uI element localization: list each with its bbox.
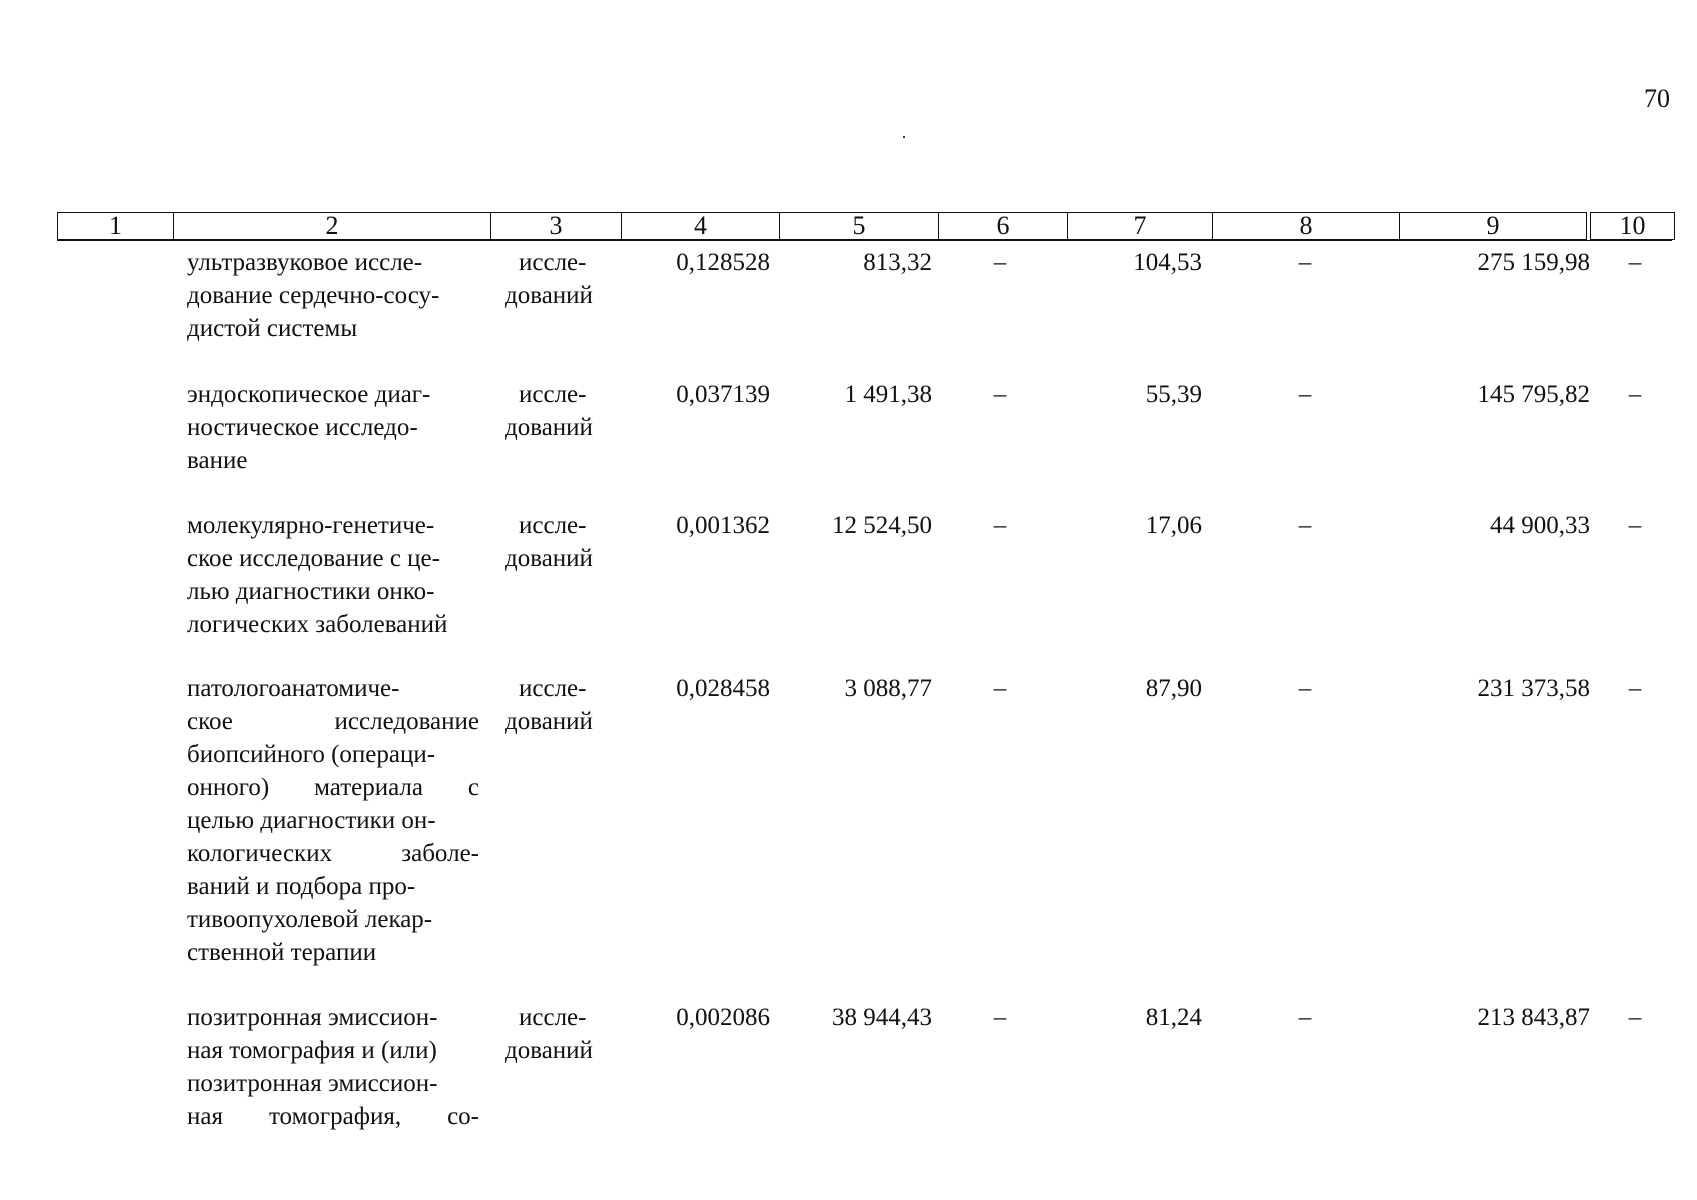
cell-col9: 275 159,98 xyxy=(1477,249,1590,276)
column-header-9: 9 xyxy=(1399,212,1587,240)
cell-col7: 104,53 xyxy=(1133,249,1202,276)
cell-col7: 87,90 xyxy=(1145,675,1202,702)
row-name: ультразвуковое иссле- дование сердечно-сосу- дистой системы xyxy=(187,249,440,342)
page-number: 70 xyxy=(1644,84,1670,113)
cell-col5: 813,32 xyxy=(863,249,932,276)
row-unit: иссле- дований xyxy=(505,512,593,572)
cell-col4: 0,128528 xyxy=(676,249,770,276)
cell-col10: – xyxy=(1628,1004,1642,1031)
cell-col7: 81,24 xyxy=(1145,1004,1202,1031)
cell-col10: – xyxy=(1628,675,1642,702)
cell-col5: 3 088,77 xyxy=(844,675,932,702)
row-unit: иссле- дований xyxy=(505,249,593,309)
column-header-1: 1 xyxy=(57,212,174,240)
cell-col4: 0,001362 xyxy=(676,512,770,539)
cell-col4: 0,028458 xyxy=(676,675,770,702)
column-header-7: 7 xyxy=(1067,212,1213,240)
cell-col5: 1 491,38 xyxy=(844,381,932,408)
cell-col9: 145 795,82 xyxy=(1477,381,1590,408)
row-unit: иссле- дований xyxy=(505,675,593,735)
column-header-6: 6 xyxy=(938,212,1068,240)
cell-col7: 55,39 xyxy=(1145,381,1202,408)
cell-col6: – xyxy=(993,1004,1007,1031)
cell-col5: 38 944,43 xyxy=(832,1004,932,1031)
row-name: молекулярно-генетиче- ское исследование с це- лью диагностики онко- логических заболеваний xyxy=(187,512,448,638)
cell-col6: – xyxy=(993,381,1007,408)
row-unit: иссле- дований xyxy=(505,381,593,441)
cell-col6: – xyxy=(993,675,1007,702)
row-name: эндоскопическое диаг- ностическое исследо- вание xyxy=(187,381,431,474)
cell-col10: – xyxy=(1628,249,1642,276)
column-header-5: 5 xyxy=(779,212,939,240)
cell-col8: – xyxy=(1298,512,1312,539)
cell-col8: – xyxy=(1298,381,1312,408)
column-header-3: 3 xyxy=(490,212,622,240)
header-underline xyxy=(57,240,1672,241)
cell-col4: 0,037139 xyxy=(676,381,770,408)
cell-col4: 0,002086 xyxy=(676,1004,770,1031)
cell-col8: – xyxy=(1298,1004,1312,1031)
cell-col8: – xyxy=(1298,249,1312,276)
cell-col5: 12 524,50 xyxy=(832,512,932,539)
cell-col8: – xyxy=(1298,675,1312,702)
cell-col9: 213 843,87 xyxy=(1477,1004,1590,1031)
column-header-8: 8 xyxy=(1212,212,1400,240)
cell-col10: – xyxy=(1628,381,1642,408)
column-header-10: 10 xyxy=(1590,212,1675,240)
row-name: патологоанатомиче- ское исследование биопсийного (операци- онного) материала с целью диагностики он- кологических заболе- ваний и подбора про- тивоопухолевой лекар- ственной терапии xyxy=(187,675,479,966)
stray-dot xyxy=(903,136,905,138)
column-header-4: 4 xyxy=(621,212,780,240)
cell-col9: 44 900,33 xyxy=(1490,512,1590,539)
cell-col9: 231 373,58 xyxy=(1477,675,1590,702)
cell-col7: 17,06 xyxy=(1145,512,1202,539)
column-header-2: 2 xyxy=(173,212,491,240)
cell-col10: – xyxy=(1628,512,1642,539)
cell-col6: – xyxy=(993,512,1007,539)
row-unit: иссле- дований xyxy=(505,1004,593,1064)
row-name: позитронная эмиссион- ная томография и (или) позитронная эмиссион- ная томография, со- xyxy=(187,1004,479,1130)
cell-col6: – xyxy=(993,249,1007,276)
